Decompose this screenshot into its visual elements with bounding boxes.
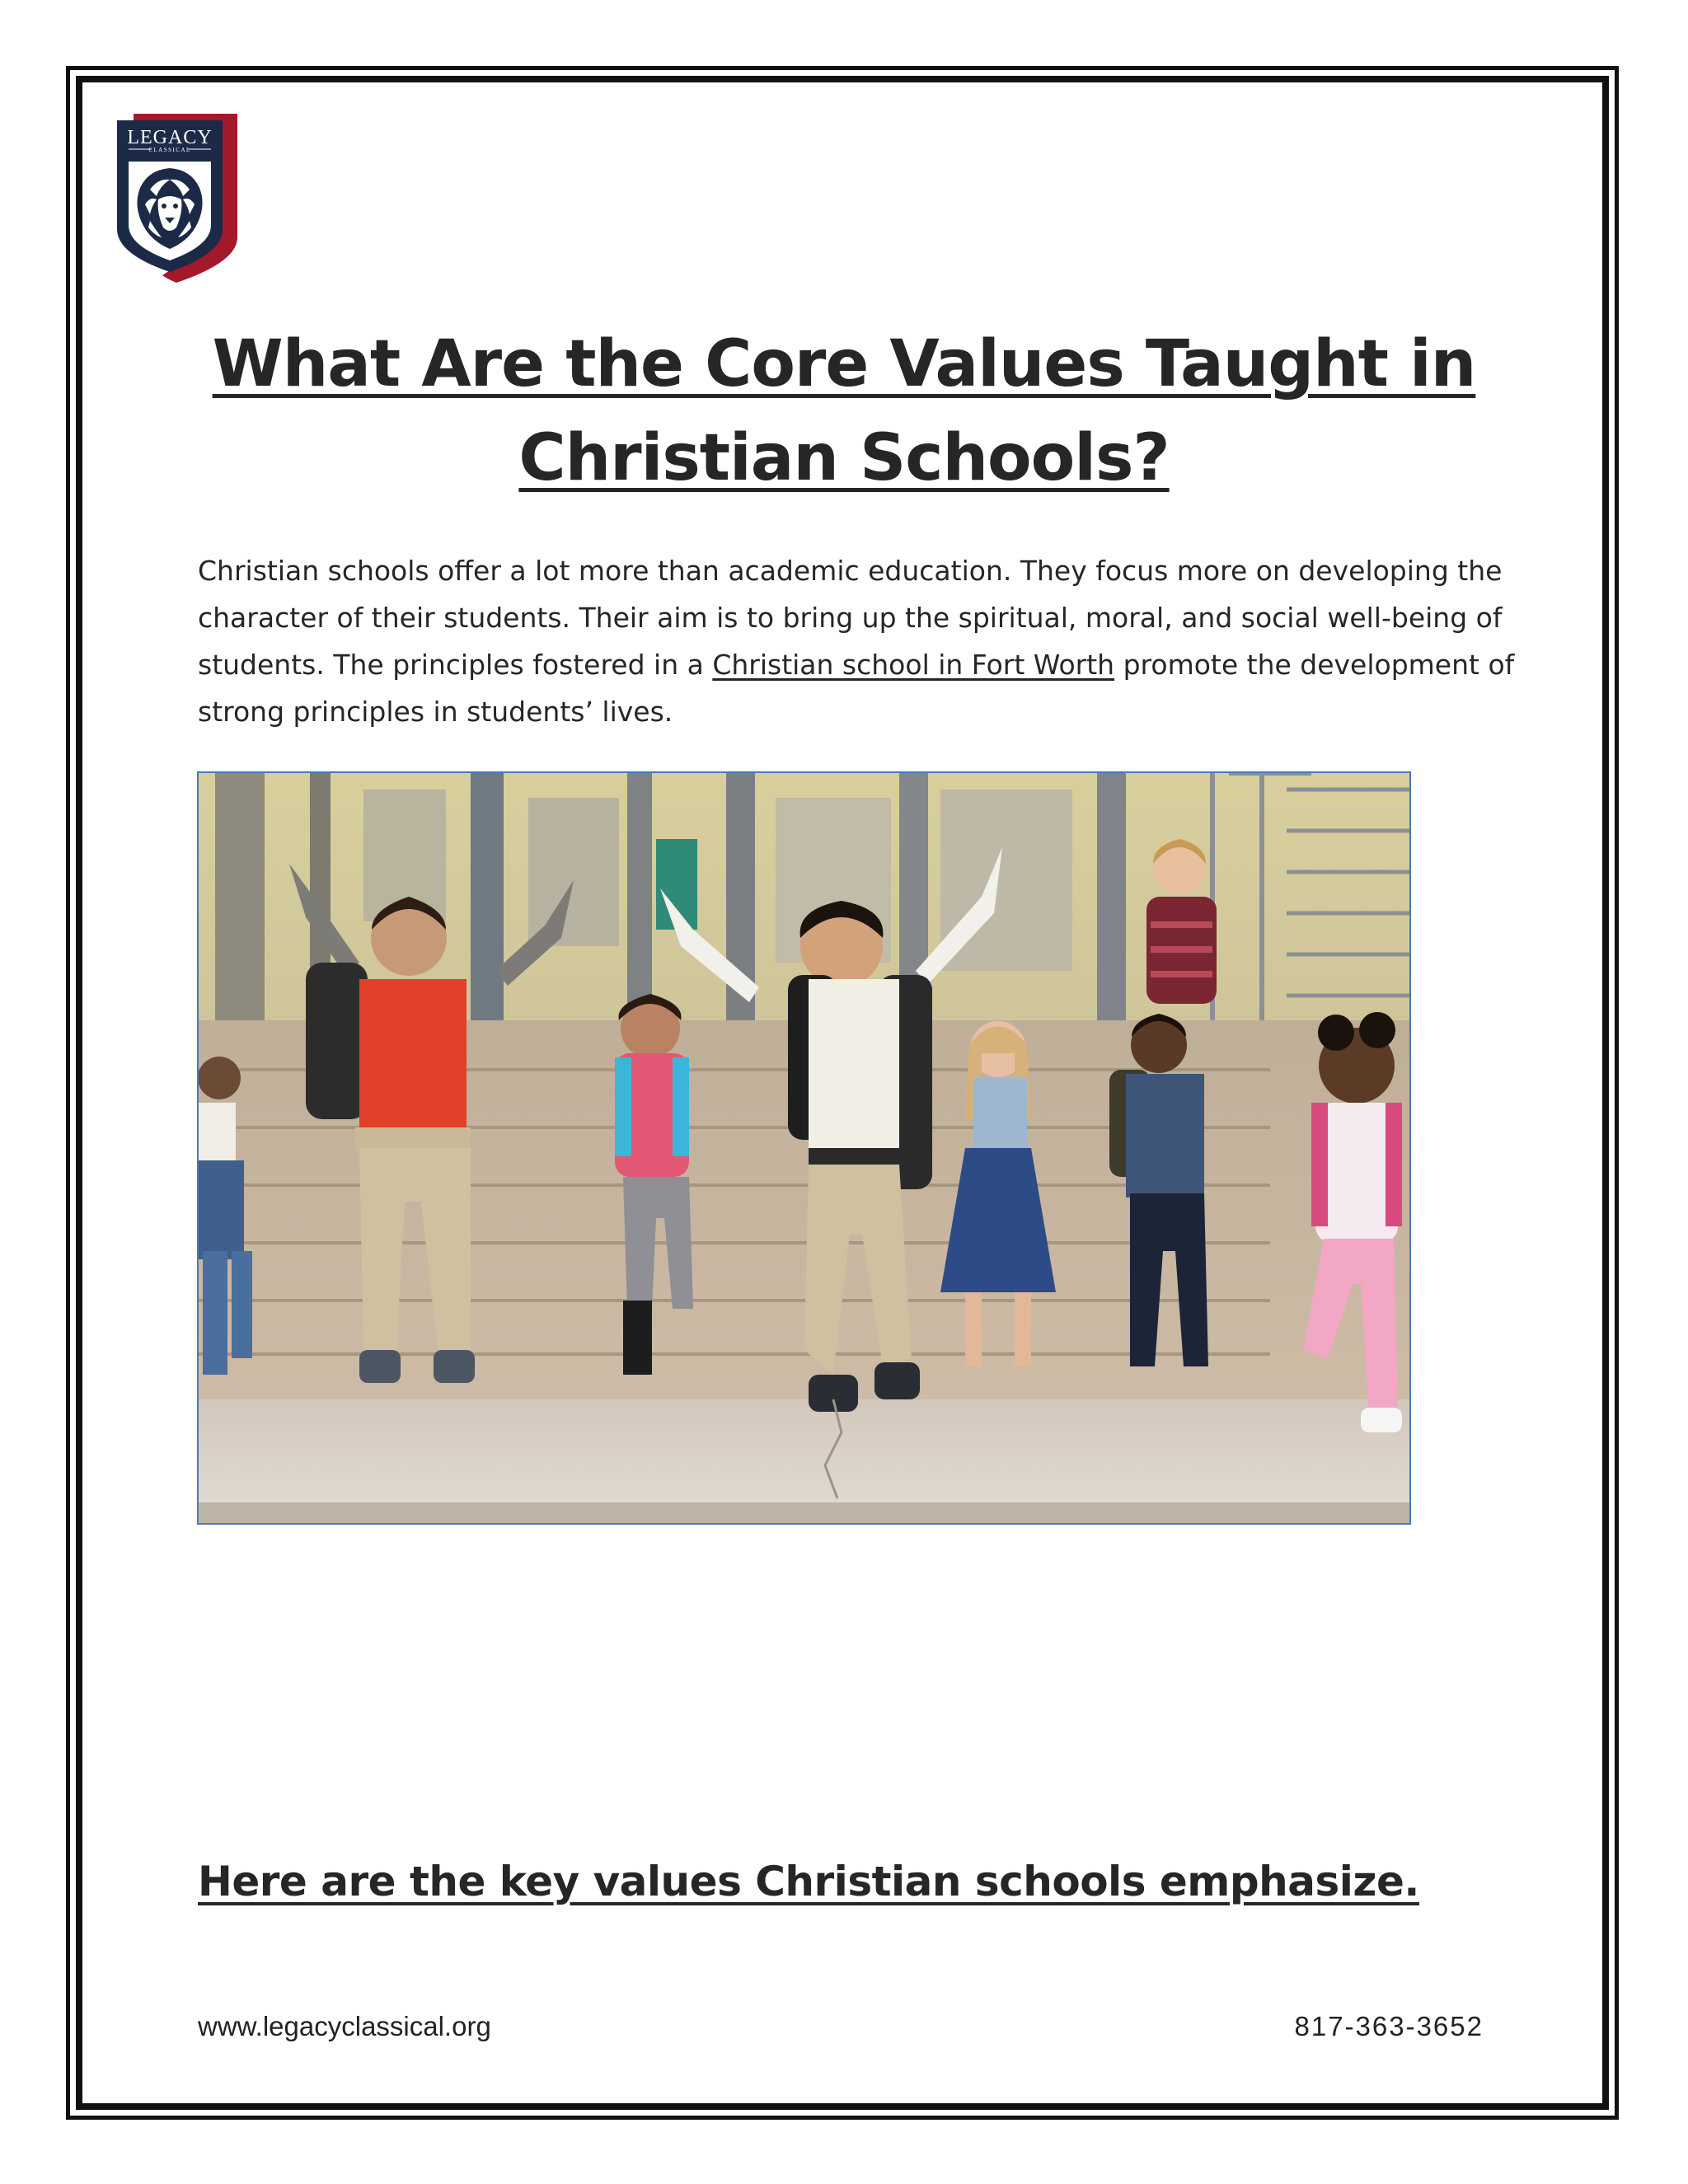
christian-school-fort-worth-link[interactable]: Christian school in Fort Worth <box>712 649 1115 681</box>
page-title-text: What Are the Core Values Taught in Christian Schools? <box>212 327 1476 495</box>
intro-text-end: promote the development of strong principles in students’ lives. <box>198 649 1515 728</box>
svg-text:LEGACY: LEGACY <box>127 127 213 148</box>
children-jumping-photo <box>197 771 1411 1525</box>
lion-shield-icon <box>117 114 237 283</box>
legacy-classical-logo[interactable] <box>117 114 237 283</box>
intro-paragraph <box>198 547 1517 735</box>
footer-phone[interactable]: 817-363-3652 <box>1294 2011 1484 2041</box>
footer-website[interactable]: www.legacyclassical.org <box>198 2011 491 2041</box>
svg-text:CLASSICAL: CLASSICAL <box>148 147 191 153</box>
page-title <box>165 317 1523 505</box>
intro-text-start: Christian schools offer a lot more than academic education. They focus more on developing the character of their students. Their aim is to bring up the spiritual, moral, and social well-being of students. The principles fostered in a <box>198 555 1503 681</box>
key-values-subheading: Here are the key values Christian schools emphasize. <box>198 1858 1419 1905</box>
